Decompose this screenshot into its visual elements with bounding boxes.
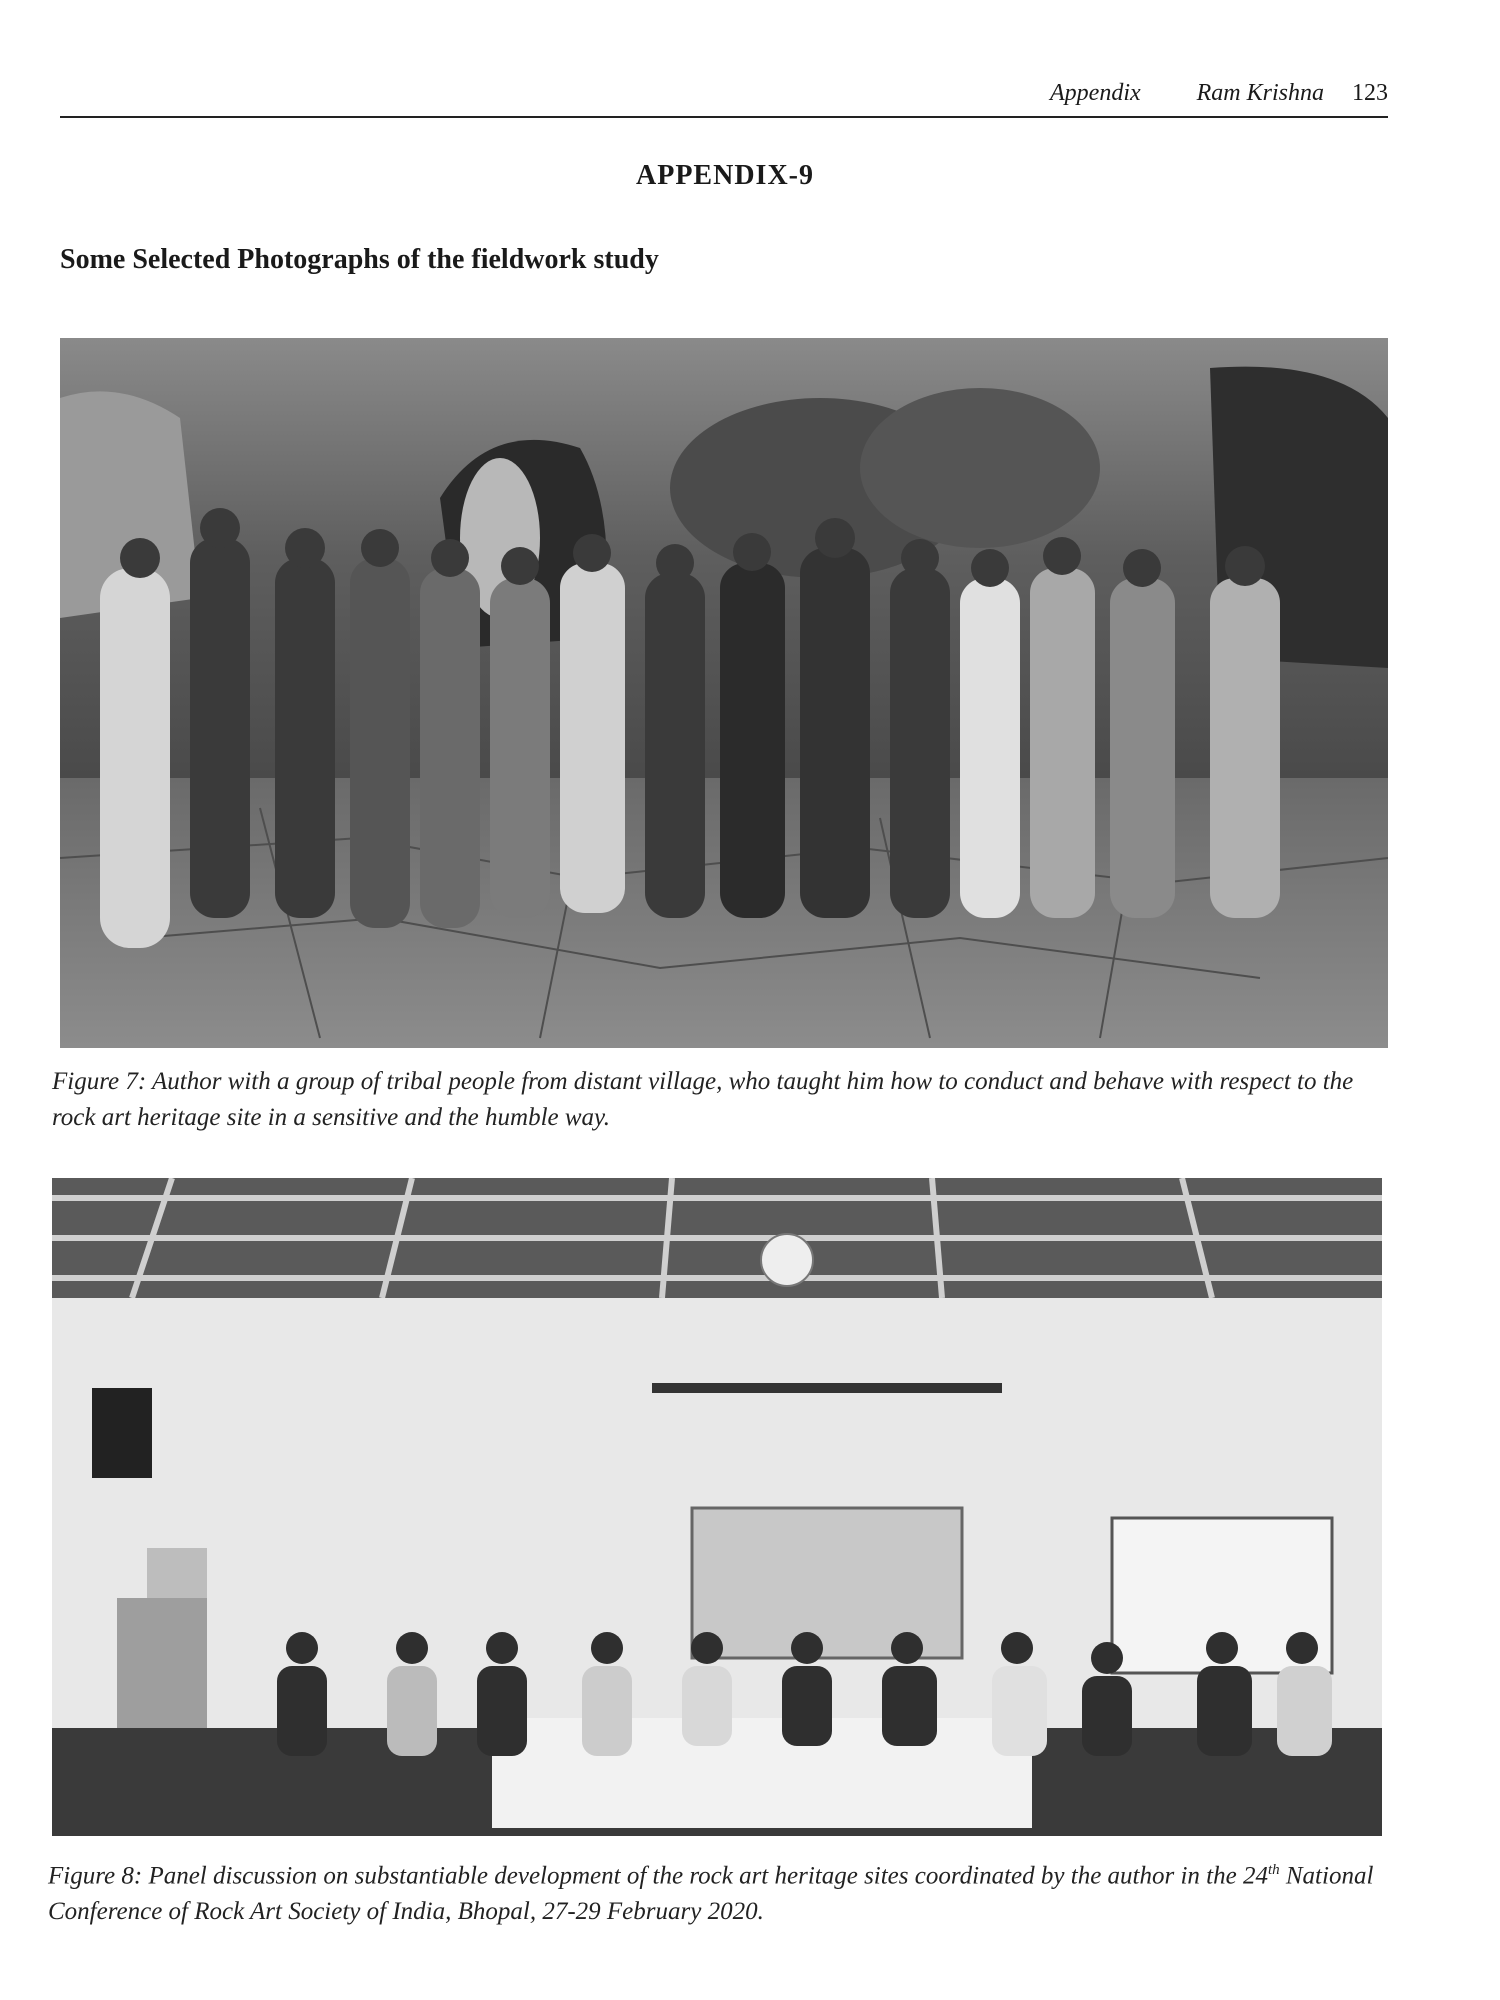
figure-7-caption: Figure 7: Author with a group of tribal people from distant village, who taught him how to conduct and behave with respect to the rock art heritage site in a sensitive and the humble way.: [52, 1068, 1354, 1131]
figure-8-caption-rest: National Conference of Rock Art Society of India, Bhopal, 27-29 February 2020.: [48, 1862, 1374, 1926]
running-header: [60, 80, 1388, 118]
group-photo-icon: [60, 338, 1388, 1048]
page-number: 123: [1352, 80, 1388, 106]
panel-discussion-photo-icon: [52, 1178, 1382, 1836]
appendix-title: APPENDIX-9: [636, 160, 814, 191]
ordinal-suffix: th: [1267, 1862, 1280, 1878]
header-section: Appendix: [1050, 80, 1141, 106]
figure-8-caption: [48, 1852, 1388, 1930]
section-heading: Some Selected Photographs of the fieldwork study: [60, 244, 659, 275]
figure-8-photo: [52, 1178, 1382, 1836]
figure-8-caption-text: Figure 8: Panel discussion on substantiable development of the rock art heritage sites coordinated by the author in the 24: [48, 1862, 1268, 1890]
header-author: Ram Krishna: [1196, 80, 1324, 106]
header-text: [1050, 80, 1388, 107]
figure-7-photo: [60, 338, 1388, 1048]
